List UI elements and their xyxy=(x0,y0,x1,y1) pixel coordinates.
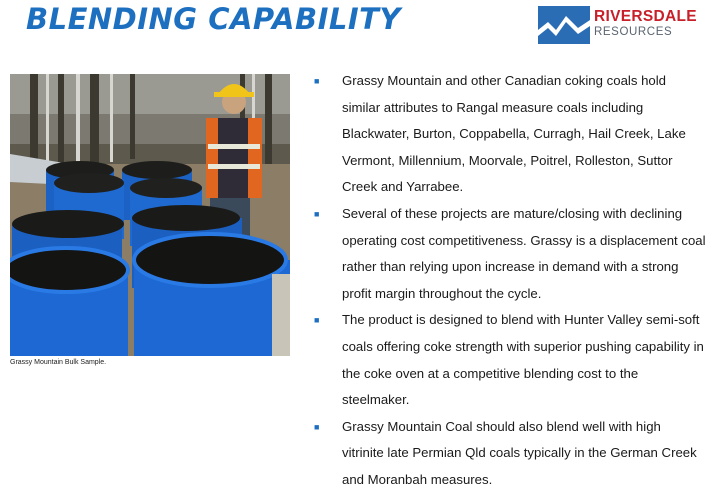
bullet-text: Grassy Mountain Coal should also blend well with high vitrinite late Permian Qld coals typically in the German Creek and Moranbah measures. xyxy=(342,418,697,487)
logo-subtitle: RESOURCES xyxy=(594,26,673,38)
list-item xyxy=(314,68,706,201)
square-bullet-icon: ■ xyxy=(314,421,320,432)
bullet-text: Several of these projects are mature/closing with declining operating cost competitiveness. Grassy is a displacement coal rather than relying upon increase in demand with a strong profit margin throughout the cycle. xyxy=(342,205,706,301)
bulk-sample-photo xyxy=(10,74,290,356)
list-item xyxy=(314,307,706,413)
square-bullet-icon: ■ xyxy=(314,76,320,86)
bullet-text: Grassy Mountain and other Canadian coking coals hold similar attributes to Rangal measure coals including Blackwater, Burton, Coppabella, Curragh, Hail Creek, Lake Vermont, Millennium, Moorvale, Poitrel, Rolleston, Suttor Creek and Yarrabee. xyxy=(342,73,686,195)
riversdale-logo xyxy=(538,6,720,44)
logo-name: RIVERSDALE xyxy=(594,8,697,25)
bullet-text: The product is designed to blend with Hunter Valley semi-soft coals offering coke strength with superior pushing capability in the coke oven at a competitive blending cost to the steelmaker. xyxy=(342,312,704,408)
list-item xyxy=(314,414,706,494)
photo-caption: Grassy Mountain Bulk Sample. xyxy=(10,359,107,366)
slide-title: BLENDING CAPABILITY xyxy=(26,2,401,36)
list-item xyxy=(314,201,706,307)
square-bullet-icon: ■ xyxy=(314,315,320,326)
mountain-logo-icon xyxy=(538,6,590,44)
bullet-list xyxy=(314,68,706,494)
square-bullet-icon: ■ xyxy=(314,208,320,219)
